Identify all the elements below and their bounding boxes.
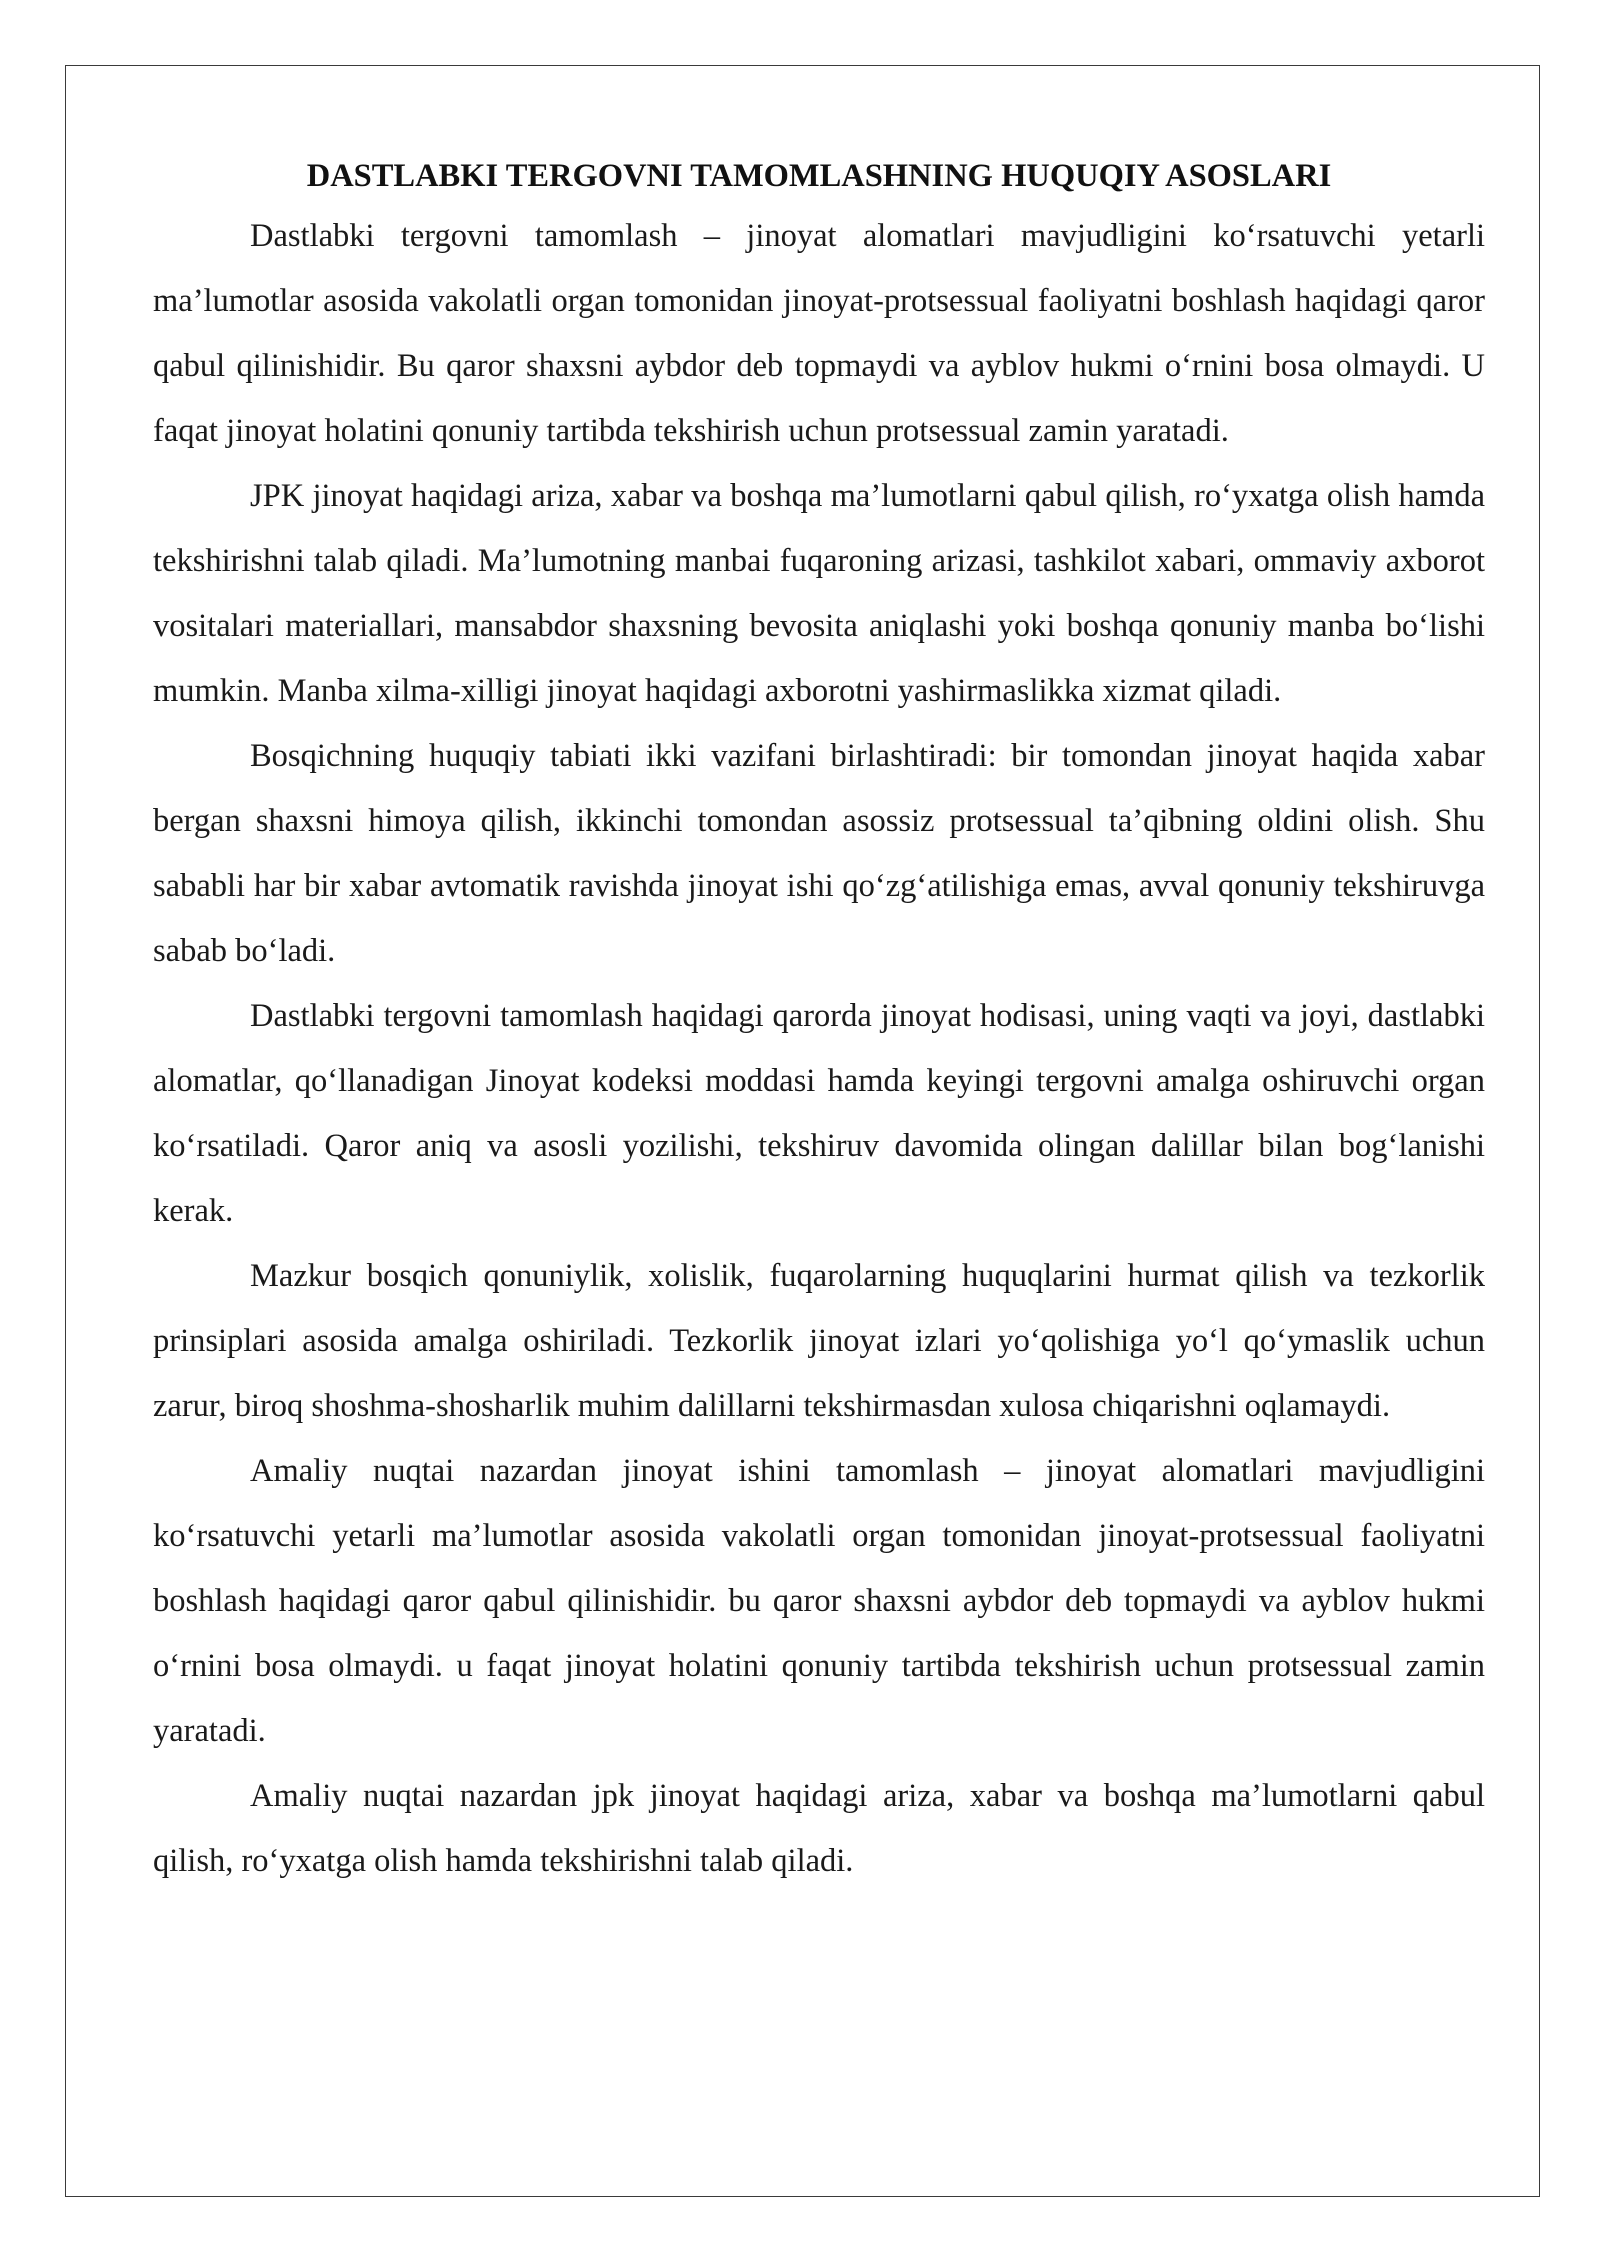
paragraph-2: JPK jinoyat haqidagi ariza, xabar va boshqa ma’lumotlarni qabul qilish, ro‘yxatga olish hamda tekshirishni talab qiladi. Ma’lumotning manbai fuqaroning arizasi, tashkilot xabari, ommaviy axborot vositalari materiallari, mansabdor shaxsning bevosita aniqlashi yoki boshqa qonuniy manba bo‘lishi mumkin. Manba xilma-xilligi jinoyat haqidagi axborotni yashirmaslikka xizmat qiladi. bbox=[153, 478, 1485, 709]
paragraph-4: Dastlabki tergovni tamomlash haqidagi qarorda jinoyat hodisasi, uning vaqti va joyi, dastlabki alomatlar, qo‘llanadigan Jinoyat kodeksi moddasi hamda keyingi tergovni amalga oshiruvchi organ ko‘rsatiladi. Qaror aniq va asosli yozilishi, tekshiruv davomida olingan dalillar bilan bog‘lanishi kerak. bbox=[153, 998, 1485, 1229]
paragraph-5: Mazkur bosqich qonuniylik, xolislik, fuqarolarning huquqlarini hurmat qilish va tezkorlik prinsiplari asosida amalga oshiriladi. Tezkorlik jinoyat izlari yo‘qolishiga yo‘l qo‘ymaslik uchun zarur, biroq shoshma-shosharlik muhim dalillarni tekshirmasdan xulosa chiqarishni oqlamaydi. bbox=[153, 1258, 1485, 1424]
paragraph-3: Bosqichning huquqiy tabiati ikki vazifani birlashtiradi: bir tomondan jinoyat haqida xabar bergan shaxsni himoya qilish, ikkinchi tomondan asossiz protsessual ta’qibning oldini olish. Shu sababli har bir xabar avtomatik ravishda jinoyat ishi qo‘zg‘atilishiga emas, avval qonuniy tekshiruvga sabab bo‘ladi. bbox=[153, 738, 1485, 969]
document-title: DASTLABKI TERGOVNI TAMOMLASHNING HUQUQIY ASOSLARI bbox=[306, 158, 1332, 194]
document-body bbox=[153, 150, 1485, 1894]
paragraph-1: Dastlabki tergovni tamomlash – jinoyat alomatlari mavjudligini ko‘rsatuvchi yetarli ma’lumotlar asosida vakolatli organ tomonidan jinoyat-protsessual faoliyatni boshlash haqidagi qaror qabul qilinishidir. Bu qaror shaxsni aybdor deb topmaydi va ayblov hukmi o‘rnini bosa olmaydi. U faqat jinoyat holatini qonuniy tartibda tekshirish uchun protsessual zamin yaratadi. bbox=[153, 218, 1485, 449]
paragraph-7: Amaliy nuqtai nazardan jpk jinoyat haqidagi ariza, xabar va boshqa ma’lumotlarni qabul qilish, ro‘yxatga olish hamda tekshirishni talab qiladi. bbox=[153, 1778, 1485, 1879]
paragraph-6: Amaliy nuqtai nazardan jinoyat ishini tamomlash – jinoyat alomatlari mavjudligini ko‘rsatuvchi yetarli ma’lumotlar asosida vakolatli organ tomonidan jinoyat-protsessual faoliyatni boshlash haqidagi qaror qabul qilinishidir. bu qaror shaxsni aybdor deb topmaydi va ayblov hukmi o‘rnini bosa olmaydi. u faqat jinoyat holatini qonuniy tartibda tekshirish uchun protsessual zamin yaratadi. bbox=[153, 1453, 1485, 1749]
